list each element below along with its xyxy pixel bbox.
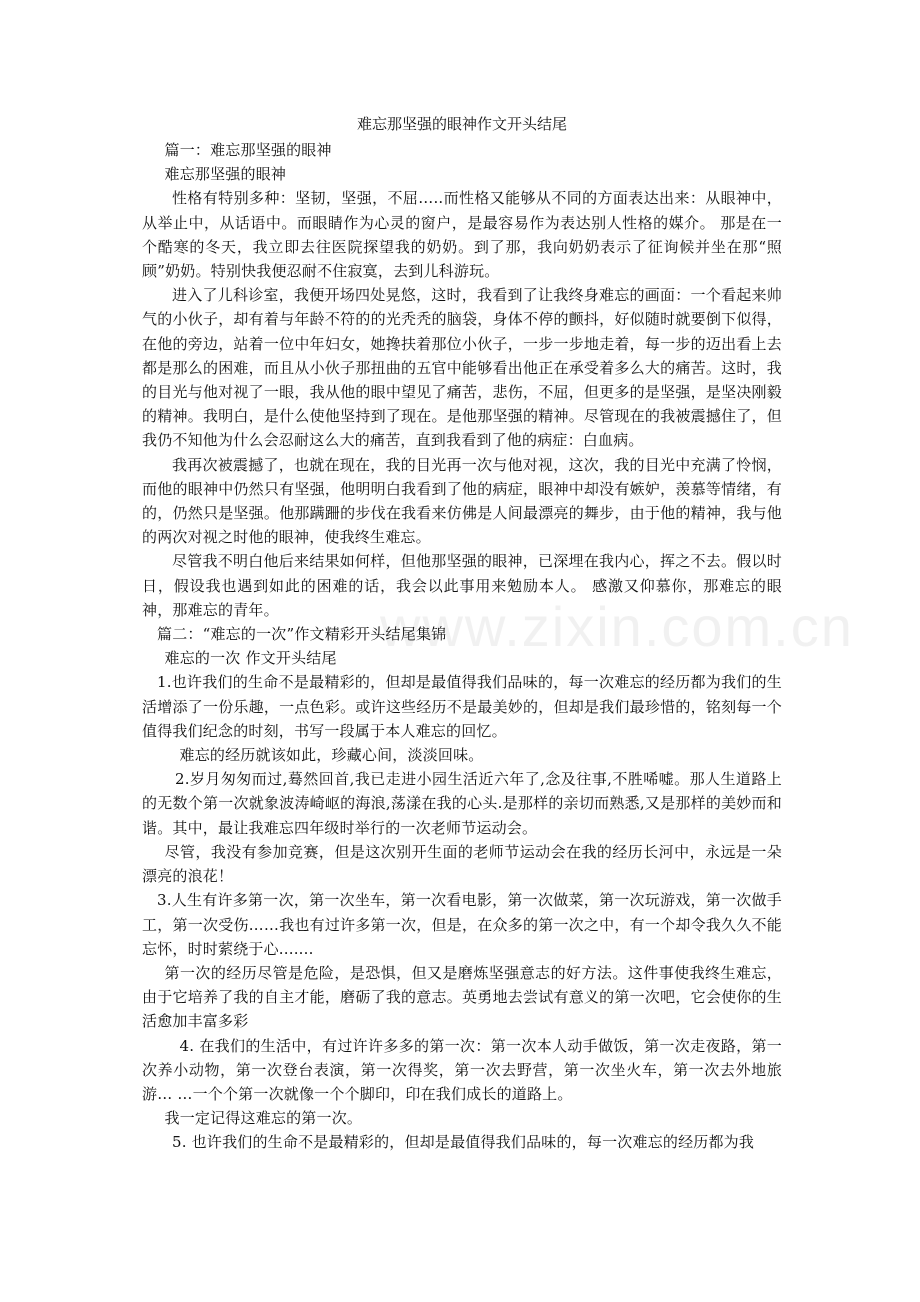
paragraph: 尽管我不明白他后来结果如何样，但他那坚强的眼神，已深埋在我内心，挥之不去。假以时日，假设我也遇到如此的困难的话，我会以此事用来勉励本人。 感激又仰慕你，那难忘的眼神，那难忘的青年。 xyxy=(142,552,782,619)
essay-title-1: 难忘那坚强的眼神 xyxy=(164,165,287,184)
paragraph: 1.也许我们的生命不是最精彩的，但却是最值得我们品味的，每一次难忘的经历都为我们的生活增添了一份乐趣，一点色彩。或许这些经历不是最美妙的，但却是我们最珍惜的，铭刻每一个值得我们纪念的时刻，书写一段属于本人难忘的回忆。 xyxy=(142,673,782,740)
paragraph: 3.人生有许多第一次，第一次坐车，第一次看电影，第一次做菜，第一次玩游戏，第一次做手工，第一次受伤……我也有过许多第一次，但是，在众多的第一次之中，有一个却令我久久不能忘怀，时时萦绕于心....... xyxy=(142,891,782,958)
paragraph: 我一定记得这难忘的第一次。 xyxy=(164,1109,363,1128)
paragraph: 难忘的经历就该如此，珍藏心间，淡淡回味。 xyxy=(179,746,484,765)
section-heading-1: 篇一：难忘那坚强的眼神 xyxy=(164,141,332,159)
section-heading-2: 篇二：“难忘的一次”作文精彩开头结尾集锦 xyxy=(157,625,447,644)
paragraph: 性格有特别多种：坚韧，坚强，不屈…..而性格又能够从不同的方面表达出来：从眼神中，从举止中，从话语中。而眼睛作为心灵的窗户，是最容易作为表达别人性格的媒介。 那是在一个酷寒的冬天，我立即去往医院探望我的奶奶。到了那，我向奶奶表示了征询候并坐在那“照顾”奶奶。特别快我便忍耐不住寂寞，去到儿科游玩。 xyxy=(142,189,782,281)
document-page xyxy=(142,112,782,1155)
paragraph: 4. 在我们的生活中，有过许许多多的第一次：第一次本人动手做饭，第一次走夜路，第一次养小动物，第一次登台表演，第一次得奖，第一次去野营，第一次坐火车，第一次去外地旅游… …一个个第一次就像一个个脚印，印在我们成长的道路上。 xyxy=(142,1036,782,1103)
paragraph: 我再次被震撼了，也就在现在，我的目光再一次与他对视，这次，我的目光中充满了怜悯，而他的眼神中仍然只有坚强，他明明白我看到了他的病症，眼神中却没有嫉妒，羡慕等情绪，有的，仍然只是坚强。他那蹒跚的步伐在我看来仿佛是人间最漂亮的舞步，由于他的精神，我与他的两次对视之时他的眼神，使我终生难忘。 xyxy=(142,455,782,547)
paragraph: 第一次的经历尽管是危险，是恐惧，但又是磨炼坚强意志的好方法。这件事使我终生难忘，由于它培养了我的自主才能，磨砺了我的意志。英勇地去尝试有意义的第一次吧，它会使你的生活愈加丰富多彩 xyxy=(142,963,782,1031)
document-title: 难忘那坚强的眼神作文开头结尾 xyxy=(356,115,567,133)
essay-title-2: 难忘的一次 作文开头结尾 xyxy=(164,649,337,668)
paragraph: 2.岁月匆匆而过,蓦然回首,我已走进小园生活近六年了,念及往事,不胜唏嘘。那人生道路上的无数个第一次就象波涛崎岖的海浪,荡漾在我的心头.是那样的亲切而熟悉,又是那样的美妙而和谐。其中，最让我难忘四年级时举行的一次老师节运动会。 xyxy=(142,770,782,837)
paragraph: 5. 也许我们的生命不是最精彩的，但却是最值得我们品味的，每一次难忘的经历都为我 xyxy=(172,1133,755,1152)
paragraph: 尽管，我没有参加竞赛，但是这次别开生面的老师节运动会在我的经历长河中，永远是一朵漂亮的浪花！ xyxy=(142,842,782,886)
watermark: www.zixin.com.cn xyxy=(380,595,854,658)
paragraph: 进入了儿科诊室，我便开场四处晃悠，这时，我看到了让我终身难忘的画面：一个看起来帅气的小伙子，却有着与年龄不符的的光秃秃的脑袋，身体不停的颤抖，好似随时就要倒下似得，在他的旁边，站着一位中年妇女，她搀扶着那位小伙子，一步一步地走着，每一步的迈出看上去都是那么的困难，而且从小伙子那扭曲的五官中能够看出他正在承受着多么大的痛苦。这时，我的目光与他对视了一眼，我从他的眼中望见了痛苦，悲伤，不屈，但更多的是坚强，是坚决刚毅的精神。我明白，是什么使他坚持到了现在。是他那坚强的精神。尽管现在的我被震撼住了，但我仍不知他为什么会忍耐这么大的痛苦，直到我看到了他的病症：白血病。 xyxy=(142,286,782,450)
